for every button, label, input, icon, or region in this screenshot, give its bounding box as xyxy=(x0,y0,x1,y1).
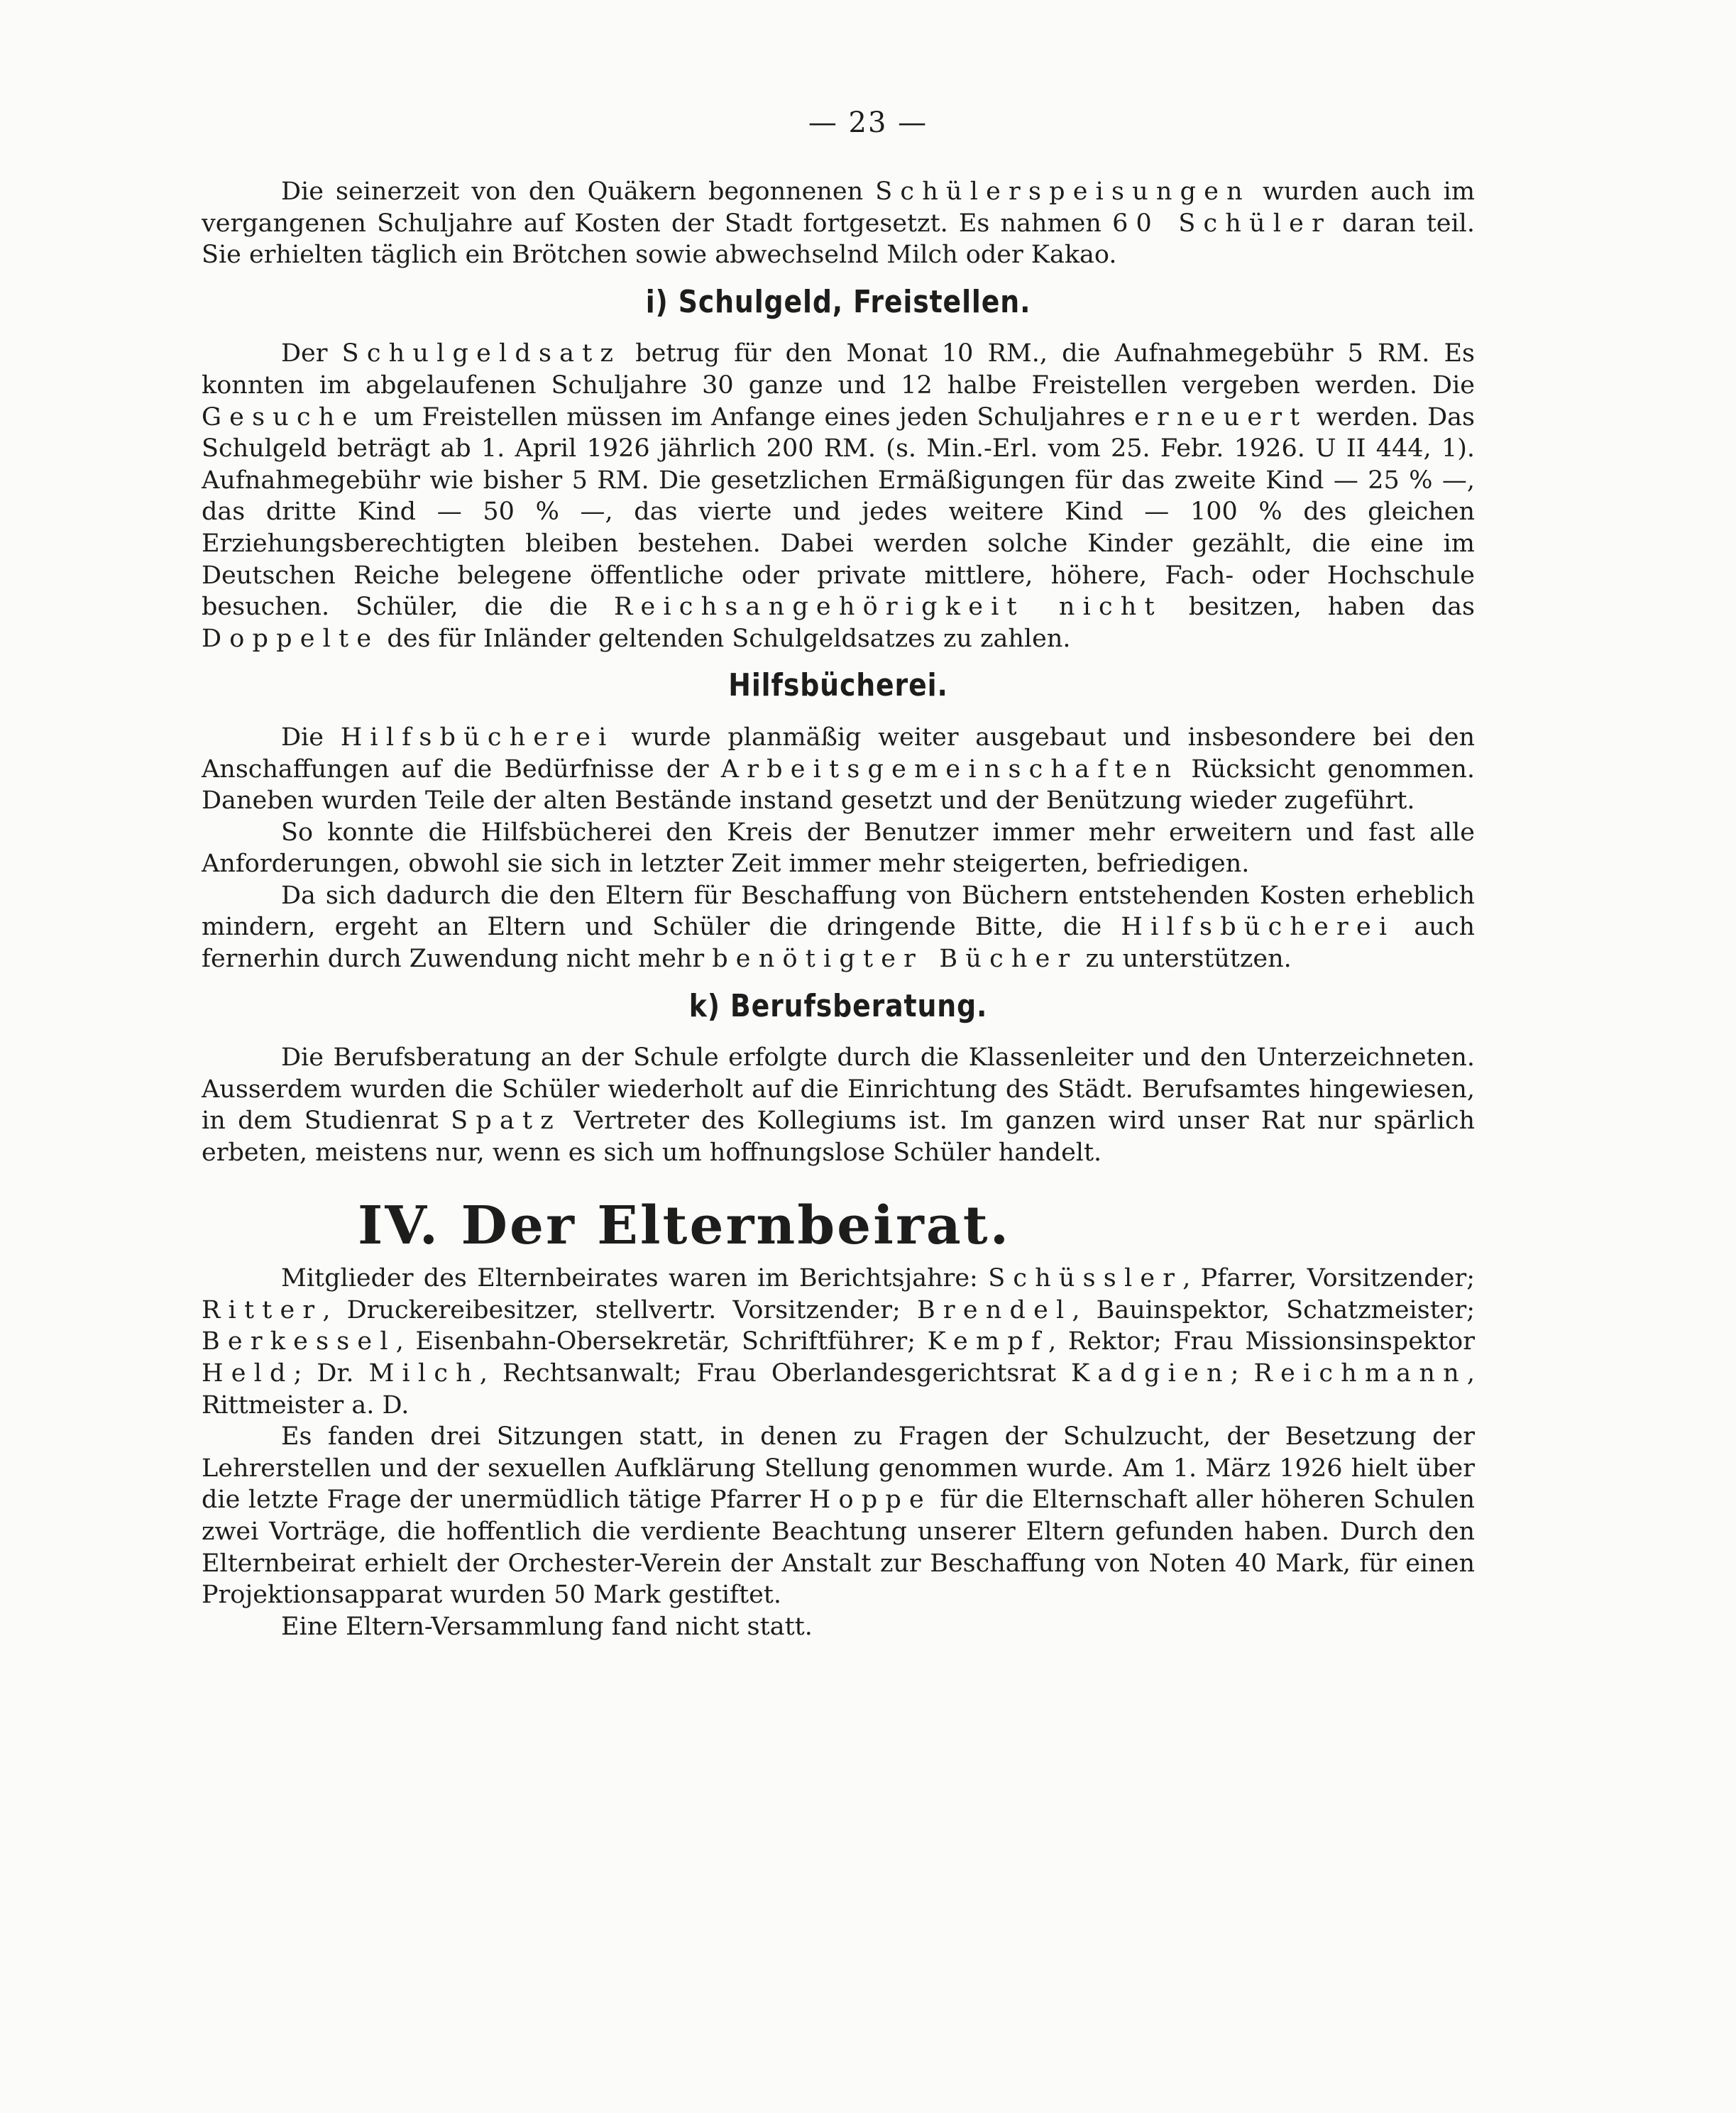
text-run: , Druckereibesitzer, stellvertr. Vorsitzender; xyxy=(322,1295,917,1324)
text-run: Vertreter des Kollegiums ist. Im ganzen wird unser Rat nur spärlich erbeten, meistens nur, wenn es sich um hoffnungslose Schüler handelt. xyxy=(202,1107,1475,1168)
text-run: des für Inländer geltenden Schulgeldsatzes zu zahlen. xyxy=(379,624,1071,653)
spaced-text: Schulgeldsatz xyxy=(341,339,622,368)
page-body xyxy=(202,176,1475,1642)
text-run: Mitglieder des Elternbeirates waren im Berichtsjahre: xyxy=(281,1264,989,1293)
text-run: Der xyxy=(281,339,342,368)
spaced-text: Berkessel xyxy=(202,1327,396,1356)
text-run: besitzen, haben das xyxy=(1162,593,1475,622)
spaced-text: Brendel xyxy=(916,1295,1072,1324)
paragraph-versammlung: Eine Eltern-Versammlung fand nicht statt. xyxy=(281,1612,813,1641)
text-run: ; Dr. xyxy=(293,1359,369,1388)
spaced-text: 60 Schüler xyxy=(1112,209,1332,238)
page-number: — 23 — xyxy=(808,106,928,139)
text-run: für die Elternschaft aller höheren Schulen zwei Vorträge, die hoffentlich die verdiente Beachtung unserer Eltern gefunden haben. Durch den Elternbeirat erhielt der Orchester-Verein der Anstalt zur Beschaffung von Noten 40 Mark, für einen Projektionsapparat wurden 50 Mark gestiftet. xyxy=(202,1486,1475,1610)
spaced-text: Spatz xyxy=(451,1107,561,1136)
paragraph-hilfsbuecherei-1 xyxy=(202,722,1475,817)
text-run: Rücksicht genommen. Daneben wurden Teile der alten Bestände instand gesetzt und der Benützung wieder zugeführt. xyxy=(202,754,1476,816)
spaced-text: erneuert xyxy=(1134,402,1308,432)
section-title-elternbeirat: IV. Der Elternbeirat. xyxy=(358,1195,1011,1256)
text-run: Es fanden drei Sitzungen statt, in denen zu Fragen der Schulzucht, der Besetzung der Lehrerstellen und der sexuellen Aufklärung Stellung genommen wurde. Am 1. März 1926 hielt über die letzte Frage der unermüdlich tätige Pfarrer xyxy=(202,1422,1475,1515)
spaced-text: Held xyxy=(202,1359,294,1388)
text-run: , Rechtsanwalt; Frau Oberlandesgerichtsrat xyxy=(479,1359,1072,1388)
text-run: um Freistellen müssen im Anfange eines jeden Schuljahres xyxy=(365,402,1135,432)
text-run: zu unterstützen. xyxy=(1077,945,1292,974)
text-run: , Bauinspektor, Schatzmeister; xyxy=(1072,1295,1475,1324)
spaced-text: Kempf xyxy=(927,1327,1049,1356)
text-run: daran teil. Sie erhielten täglich ein Brötchen sowie abwechselnd Milch oder Kakao. xyxy=(202,209,1475,270)
spaced-text: Schüssler xyxy=(988,1264,1183,1293)
text-run: wurden auch im vergangenen Schuljahre auf Kosten der Stadt fortgesetzt. Es nahmen xyxy=(202,177,1476,238)
spaced-text: Reichsangehörigkeit nicht xyxy=(613,593,1163,622)
heading-schulgeld: i) Schulgeld, Freistellen. xyxy=(645,283,1031,320)
text-run: Da sich dadurch die den Eltern für Beschaffung von Büchern entstehenden Kosten erheblich mindern, ergeht an Eltern und Schüler die dringende Bitte, die xyxy=(202,881,1475,942)
text-run: Die seinerzeit von den Quäkern begonnenen xyxy=(281,177,876,206)
spaced-text: Ritter xyxy=(202,1295,323,1324)
spaced-text: Arbeitsgemeinschaften xyxy=(720,754,1180,784)
text-run: betrug für den Monat 10 RM., die Aufnahmegebühr 5 RM. Es konnten im abgelaufenen Schuljahre 30 ganze und 12 halbe Freistellen vergeben werden. Die xyxy=(202,339,1475,400)
text-run: , Pfarrer, Vorsitzender; xyxy=(1182,1264,1475,1293)
paragraph-sitzungen xyxy=(202,1421,1475,1611)
text-run: auch fernerhin durch Zuwendung nicht mehr xyxy=(202,913,1475,974)
text-run: Die xyxy=(281,723,341,752)
spaced-text: Hoppe xyxy=(808,1486,932,1515)
spaced-text: benötigter Bücher xyxy=(712,945,1078,974)
text-run: werden. Das Schulgeld beträgt ab 1. April 1926 jährlich 200 RM. (s. Min.-Erl. vom 25. Febr. 1926. U II 444, 1). Aufnahmegebühr wie bisher 5 RM. Die gesetzlichen Ermäßigungen für das zweite Kind — 25 % —, das dritte Kind — 50 % —, das vierte und jedes weitere Kind — 100 % des gleichen Erziehungsberechtigten bleiben bestehen. Dabei werden solche Kinder gezählt, die eine im Deutschen Reiche belegene öffentliche oder private mittlere, höhere, Fach- oder Hochschule besuchen. Schüler, die die xyxy=(202,402,1476,622)
text-run: Die Berufsberatung an der Schule erfolgte durch die Klassenleiter und den Unterzeichneten. Ausserdem wurden die Schüler wiederholt auf die Einrichtung des Städt. Berufsamtes hingewiesen, in dem Studienrat xyxy=(202,1043,1475,1136)
text-run: ; xyxy=(1230,1359,1254,1388)
text-run: , Rittmeister a. D. xyxy=(202,1359,1475,1420)
spaced-text: Schülerspeisungen xyxy=(875,177,1251,206)
spaced-text: Gesuche xyxy=(202,402,366,432)
spaced-text: Reichmann xyxy=(1253,1359,1467,1388)
text-run: , Rektor; Frau Missionsinspektor xyxy=(1048,1327,1475,1356)
paragraph-schuelerspeisung xyxy=(202,176,1475,271)
text-run: wurde planmäßig weiter ausgebaut und insbesondere bei den Anschaffungen auf die Bedürfnisse der xyxy=(202,723,1475,784)
paragraph-berufsberatung xyxy=(202,1042,1475,1168)
spaced-text: Hilfsbücherei xyxy=(1121,913,1395,942)
spaced-text: Doppelte xyxy=(202,624,380,653)
heading-berufsberatung: k) Berufsberatung. xyxy=(688,987,988,1024)
text-run: , Eisenbahn-Obersekretär, Schriftführer; xyxy=(395,1327,928,1356)
spaced-text: Hilfsbücherei xyxy=(340,723,615,752)
spaced-text: Milch xyxy=(368,1359,480,1388)
paragraph-hilfsbuecherei-2: So konnte die Hilfsbücherei den Kreis der Benutzer immer mehr erweitern und fast alle Anforderungen, obwohl sie sich in letzter Zeit immer mehr steigerten, befriedigen. xyxy=(202,818,1475,879)
paragraph-schulgeld xyxy=(202,338,1475,654)
heading-hilfsbuecherei: Hilfsbücherei. xyxy=(728,667,948,704)
paragraph-hilfsbuecherei-3 xyxy=(202,880,1475,975)
paragraph-mitglieder xyxy=(202,1263,1475,1421)
spaced-text: Kadgien xyxy=(1071,1359,1231,1388)
